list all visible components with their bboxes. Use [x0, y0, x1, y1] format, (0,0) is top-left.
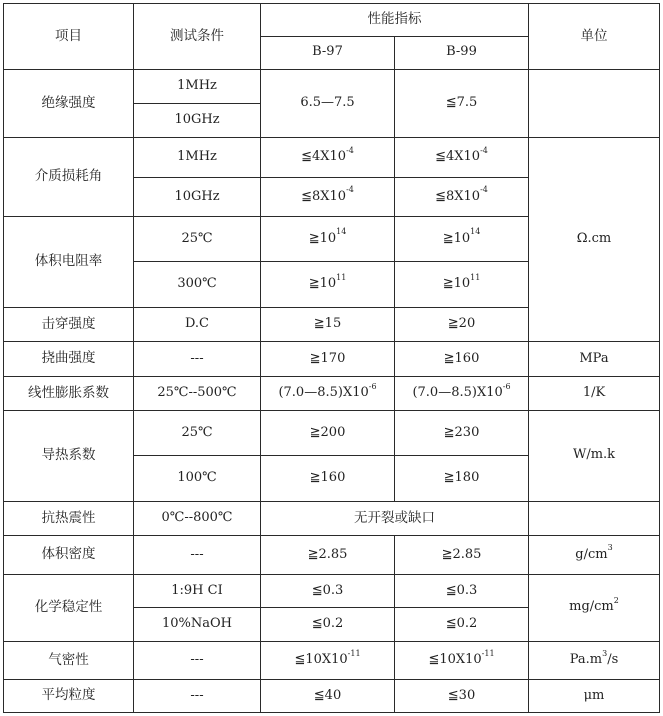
- b99-cell: ≦0.3: [395, 574, 529, 608]
- table-row: [4, 376, 660, 411]
- header-unit: 单位: [529, 4, 660, 70]
- unit-cell: μm: [529, 680, 660, 713]
- unit-cell: [529, 574, 660, 641]
- value-cell: 无开裂或缺口: [261, 501, 529, 536]
- value-base: ≧10: [308, 275, 337, 291]
- value-exponent: 14: [470, 227, 481, 237]
- table-row: [4, 641, 660, 680]
- unit-cell: 1/K: [529, 376, 660, 411]
- value-exponent: -11: [347, 648, 361, 658]
- b97-cell: ≦40: [261, 680, 395, 713]
- row-name: 体积电阻率: [4, 217, 134, 307]
- value-base: ≧10: [308, 230, 337, 246]
- b97-cell: ≧15: [261, 307, 395, 342]
- condition-cell: 1MHz: [134, 138, 261, 178]
- value-exponent: -6: [368, 381, 377, 391]
- b99-cell: [395, 138, 529, 178]
- table-row: [4, 501, 660, 536]
- b99-cell: ≦7.5: [395, 70, 529, 138]
- b99-cell: [395, 217, 529, 262]
- value-exponent: -6: [502, 381, 511, 391]
- b97-cell: [261, 138, 395, 178]
- b99-cell: [395, 641, 529, 680]
- condition-cell: 25℃--500℃: [134, 376, 261, 411]
- table-row: [4, 342, 660, 377]
- unit-base: Pa.m: [569, 652, 603, 668]
- condition-cell: ---: [134, 536, 261, 575]
- header-b97: B-97: [261, 36, 395, 70]
- condition-cell: ---: [134, 641, 261, 680]
- condition-cell: 1:9H CI: [134, 574, 261, 608]
- row-name: 介质损耗角: [4, 138, 134, 217]
- value-base: ≦8X10: [435, 188, 481, 204]
- spec-table: [3, 3, 660, 713]
- table-row: [4, 680, 660, 713]
- header-item: 项目: [4, 4, 134, 70]
- table-row: [4, 411, 660, 456]
- header-row: [4, 4, 660, 37]
- row-name: 体积密度: [4, 536, 134, 575]
- value-base: (7.0—8.5)X10: [412, 385, 503, 401]
- b97-cell: ≧170: [261, 342, 395, 377]
- value-exponent: 11: [336, 272, 347, 282]
- b99-cell: [395, 177, 529, 217]
- b97-cell: [261, 261, 395, 307]
- condition-cell: ---: [134, 342, 261, 377]
- condition-cell: 0℃--800℃: [134, 501, 261, 536]
- unit-cell: W/m.k: [529, 411, 660, 501]
- unit-base: mg/cm: [569, 599, 614, 615]
- row-name: 平均粒度: [4, 680, 134, 713]
- row-name: 绝缘强度: [4, 70, 134, 138]
- unit-cell: MPa: [529, 342, 660, 377]
- header-b99: B-99: [395, 36, 529, 70]
- unit-cell: [529, 641, 660, 680]
- value-exponent: -4: [346, 185, 354, 195]
- row-name: 线性膨胀系数: [4, 376, 134, 411]
- b97-cell: ≦0.2: [261, 608, 395, 642]
- b99-cell: ≦30: [395, 680, 529, 713]
- condition-cell: 25℃: [134, 411, 261, 456]
- unit-cell: Ω.cm: [529, 138, 660, 342]
- b99-cell: ≧180: [395, 455, 529, 501]
- b97-cell: [261, 217, 395, 262]
- table-row: [4, 70, 660, 104]
- table-row: [4, 536, 660, 575]
- value-base: ≧10: [442, 275, 471, 291]
- row-name: 气密性: [4, 641, 134, 680]
- value-exponent: 11: [470, 272, 481, 282]
- condition-cell: 1MHz: [134, 70, 261, 104]
- unit-base: g/cm: [575, 546, 608, 562]
- row-name: 挠曲强度: [4, 342, 134, 377]
- unit-tail: /s: [607, 652, 619, 668]
- unit-exponent: 3: [607, 543, 613, 553]
- b99-cell: ≧20: [395, 307, 529, 342]
- b99-cell: ≦0.2: [395, 608, 529, 642]
- value-exponent: -4: [480, 145, 488, 155]
- value-exponent: 14: [336, 227, 347, 237]
- row-name: 导热系数: [4, 411, 134, 501]
- value-base: ≦4X10: [435, 148, 481, 164]
- b97-cell: [261, 376, 395, 411]
- header-condition: 测试条件: [134, 4, 261, 70]
- b97-cell: ≦0.3: [261, 574, 395, 608]
- unit-cell: [529, 536, 660, 575]
- table-row: [4, 138, 660, 178]
- unit-exponent: 2: [613, 596, 619, 605]
- value-exponent: -11: [481, 648, 495, 658]
- b97-cell: ≧2.85: [261, 536, 395, 575]
- condition-cell: 25℃: [134, 217, 261, 262]
- condition-cell: D.C: [134, 307, 261, 342]
- b97-cell: [261, 641, 395, 680]
- value-base: ≧10: [442, 230, 471, 246]
- unit-cell: [529, 70, 660, 138]
- b99-cell: ≧2.85: [395, 536, 529, 575]
- condition-cell: 100℃: [134, 455, 261, 501]
- b99-cell: [395, 261, 529, 307]
- row-name: 击穿强度: [4, 307, 134, 342]
- value-base: (7.0—8.5)X10: [278, 385, 369, 401]
- value-exponent: -4: [480, 185, 488, 195]
- value-base: ≦8X10: [301, 188, 347, 204]
- value-base: ≦4X10: [301, 148, 347, 164]
- row-name: 化学稳定性: [4, 574, 134, 641]
- value-base: ≦10X10: [294, 652, 348, 668]
- unit-cell: [529, 501, 660, 536]
- header-spec: 性能指标: [261, 4, 529, 37]
- condition-cell: ---: [134, 680, 261, 713]
- b99-cell: ≧160: [395, 342, 529, 377]
- b97-cell: ≧200: [261, 411, 395, 456]
- b99-cell: [395, 376, 529, 411]
- table-row: [4, 574, 660, 608]
- value-base: ≦10X10: [428, 652, 482, 668]
- condition-cell: 10%NaOH: [134, 608, 261, 642]
- b97-cell: ≧160: [261, 455, 395, 501]
- row-name: 抗热震性: [4, 501, 134, 536]
- condition-cell: 10GHz: [134, 177, 261, 217]
- b99-cell: ≧230: [395, 411, 529, 456]
- unit-exponent: 3: [602, 648, 608, 658]
- b97-cell: 6.5—7.5: [261, 70, 395, 138]
- b97-cell: [261, 177, 395, 217]
- condition-cell: 300℃: [134, 261, 261, 307]
- value-exponent: -4: [346, 145, 354, 155]
- condition-cell: 10GHz: [134, 103, 261, 138]
